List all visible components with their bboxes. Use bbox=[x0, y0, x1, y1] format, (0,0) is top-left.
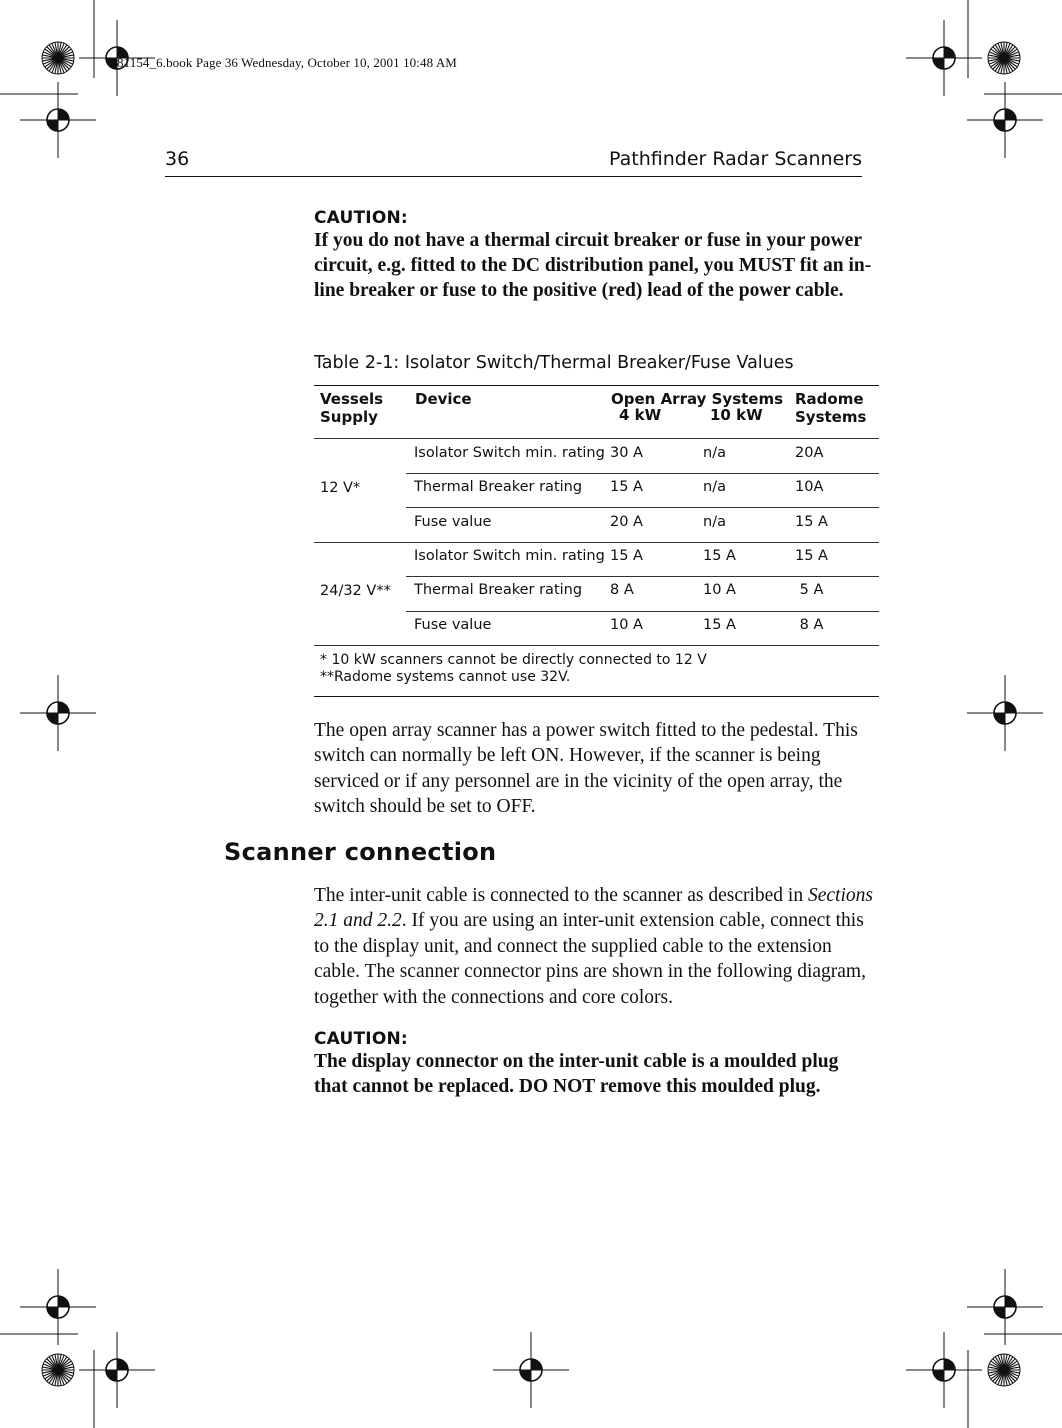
caution-label: CAUTION: bbox=[314, 1029, 408, 1049]
value-4kw: 10 A bbox=[610, 617, 643, 633]
value-10kw: 15 A bbox=[703, 617, 736, 633]
header-device: Device bbox=[415, 390, 472, 408]
body-paragraph: The open array scanner has a power switch fitted to the pedestal. This switch can normally be left ON. However, if the scanner is being serviced or if any personnel are in the vicinity of the open array, the switch should be set to OFF. bbox=[314, 720, 858, 818]
row-rule bbox=[406, 473, 879, 474]
value-radome: 10A bbox=[795, 479, 824, 495]
paragraph-text: . If you are using an inter-unit extension cable, connect this to the display unit, and connect the supplied cable to the extension cable. The scanner connector pins are shown in the following diagram, together with the connections and core colors. bbox=[314, 910, 866, 1008]
group-rule bbox=[314, 645, 879, 646]
caution-block bbox=[314, 208, 874, 303]
row-rule bbox=[406, 576, 879, 577]
header-open-array: Open Array Systems bbox=[611, 390, 784, 408]
device-cell: Isolator Switch min. rating bbox=[414, 548, 605, 564]
value-10kw: n/a bbox=[703, 514, 726, 530]
section-reference: Sections 2.1 and 2.2 bbox=[314, 885, 873, 932]
device-cell: Fuse value bbox=[414, 514, 492, 530]
table-footnote: **Radome systems cannot use 32V. bbox=[320, 669, 571, 685]
supply-12v: 12 V* bbox=[320, 480, 361, 496]
value-4kw: 30 A bbox=[610, 445, 643, 461]
value-4kw: 8 A bbox=[610, 582, 634, 598]
page-number: 36 bbox=[165, 148, 190, 170]
value-4kw: 15 A bbox=[610, 479, 643, 495]
header-rule-bottom bbox=[314, 438, 879, 439]
value-radome: 5 A bbox=[795, 582, 824, 598]
value-4kw: 20 A bbox=[610, 514, 643, 530]
value-radome: 15 A bbox=[795, 514, 828, 530]
header-10kw: 10 kW bbox=[710, 406, 763, 424]
value-radome: 15 A bbox=[795, 548, 828, 564]
caution-block bbox=[314, 1029, 874, 1099]
header-4kw: 4 kW bbox=[619, 406, 662, 424]
device-cell: Thermal Breaker rating bbox=[414, 479, 583, 495]
table-top-rule bbox=[314, 385, 879, 386]
row-rule bbox=[406, 507, 879, 508]
table-bottom-rule bbox=[314, 696, 879, 697]
device-cell: Fuse value bbox=[414, 617, 492, 633]
value-10kw: n/a bbox=[703, 445, 726, 461]
header-radome: Radome bbox=[795, 390, 864, 408]
value-radome: 8 A bbox=[795, 617, 824, 633]
caution-text: The display connector on the inter-unit cable is a moulded plug that cannot be replaced. DO NOT remove this moulded plug. bbox=[314, 1051, 839, 1097]
value-radome: 20A bbox=[795, 445, 824, 461]
supply-24-32v: 24/32 V** bbox=[320, 583, 391, 599]
caution-label: CAUTION: bbox=[314, 208, 408, 228]
device-cell: Isolator Switch min. rating bbox=[414, 445, 605, 461]
table-caption: Table 2-1: Isolator Switch/Thermal Breaker/Fuse Values bbox=[314, 353, 794, 373]
device-cell: Thermal Breaker rating bbox=[414, 582, 583, 598]
paragraph-text: The inter-unit cable is connected to the scanner as described in bbox=[314, 885, 808, 906]
header-supply: Supply bbox=[320, 408, 378, 426]
group-rule bbox=[314, 542, 879, 543]
header-vessels: Vessels bbox=[320, 390, 384, 408]
header-rule bbox=[165, 176, 862, 177]
section-heading: Scanner connection bbox=[224, 838, 497, 866]
print-slug: 81154_6.book Page 36 Wednesday, October 10, 2001 10:48 AM bbox=[117, 55, 457, 70]
caution-text: If you do not have a thermal circuit breaker or fuse in your power circuit, e.g. fitted to the DC distribution panel, you MUST fit an in-line breaker or fuse to the positive (red) lead of the power cable. bbox=[314, 230, 872, 301]
value-10kw: 10 A bbox=[703, 582, 736, 598]
table-footnote: * 10 kW scanners cannot be directly connected to 12 V bbox=[320, 652, 707, 668]
value-10kw: 15 A bbox=[703, 548, 736, 564]
value-4kw: 15 A bbox=[610, 548, 643, 564]
value-10kw: n/a bbox=[703, 479, 726, 495]
row-rule bbox=[406, 611, 879, 612]
running-title: Pathfinder Radar Scanners bbox=[609, 148, 862, 170]
header-systems: Systems bbox=[795, 408, 867, 426]
section-paragraph bbox=[314, 883, 874, 1010]
